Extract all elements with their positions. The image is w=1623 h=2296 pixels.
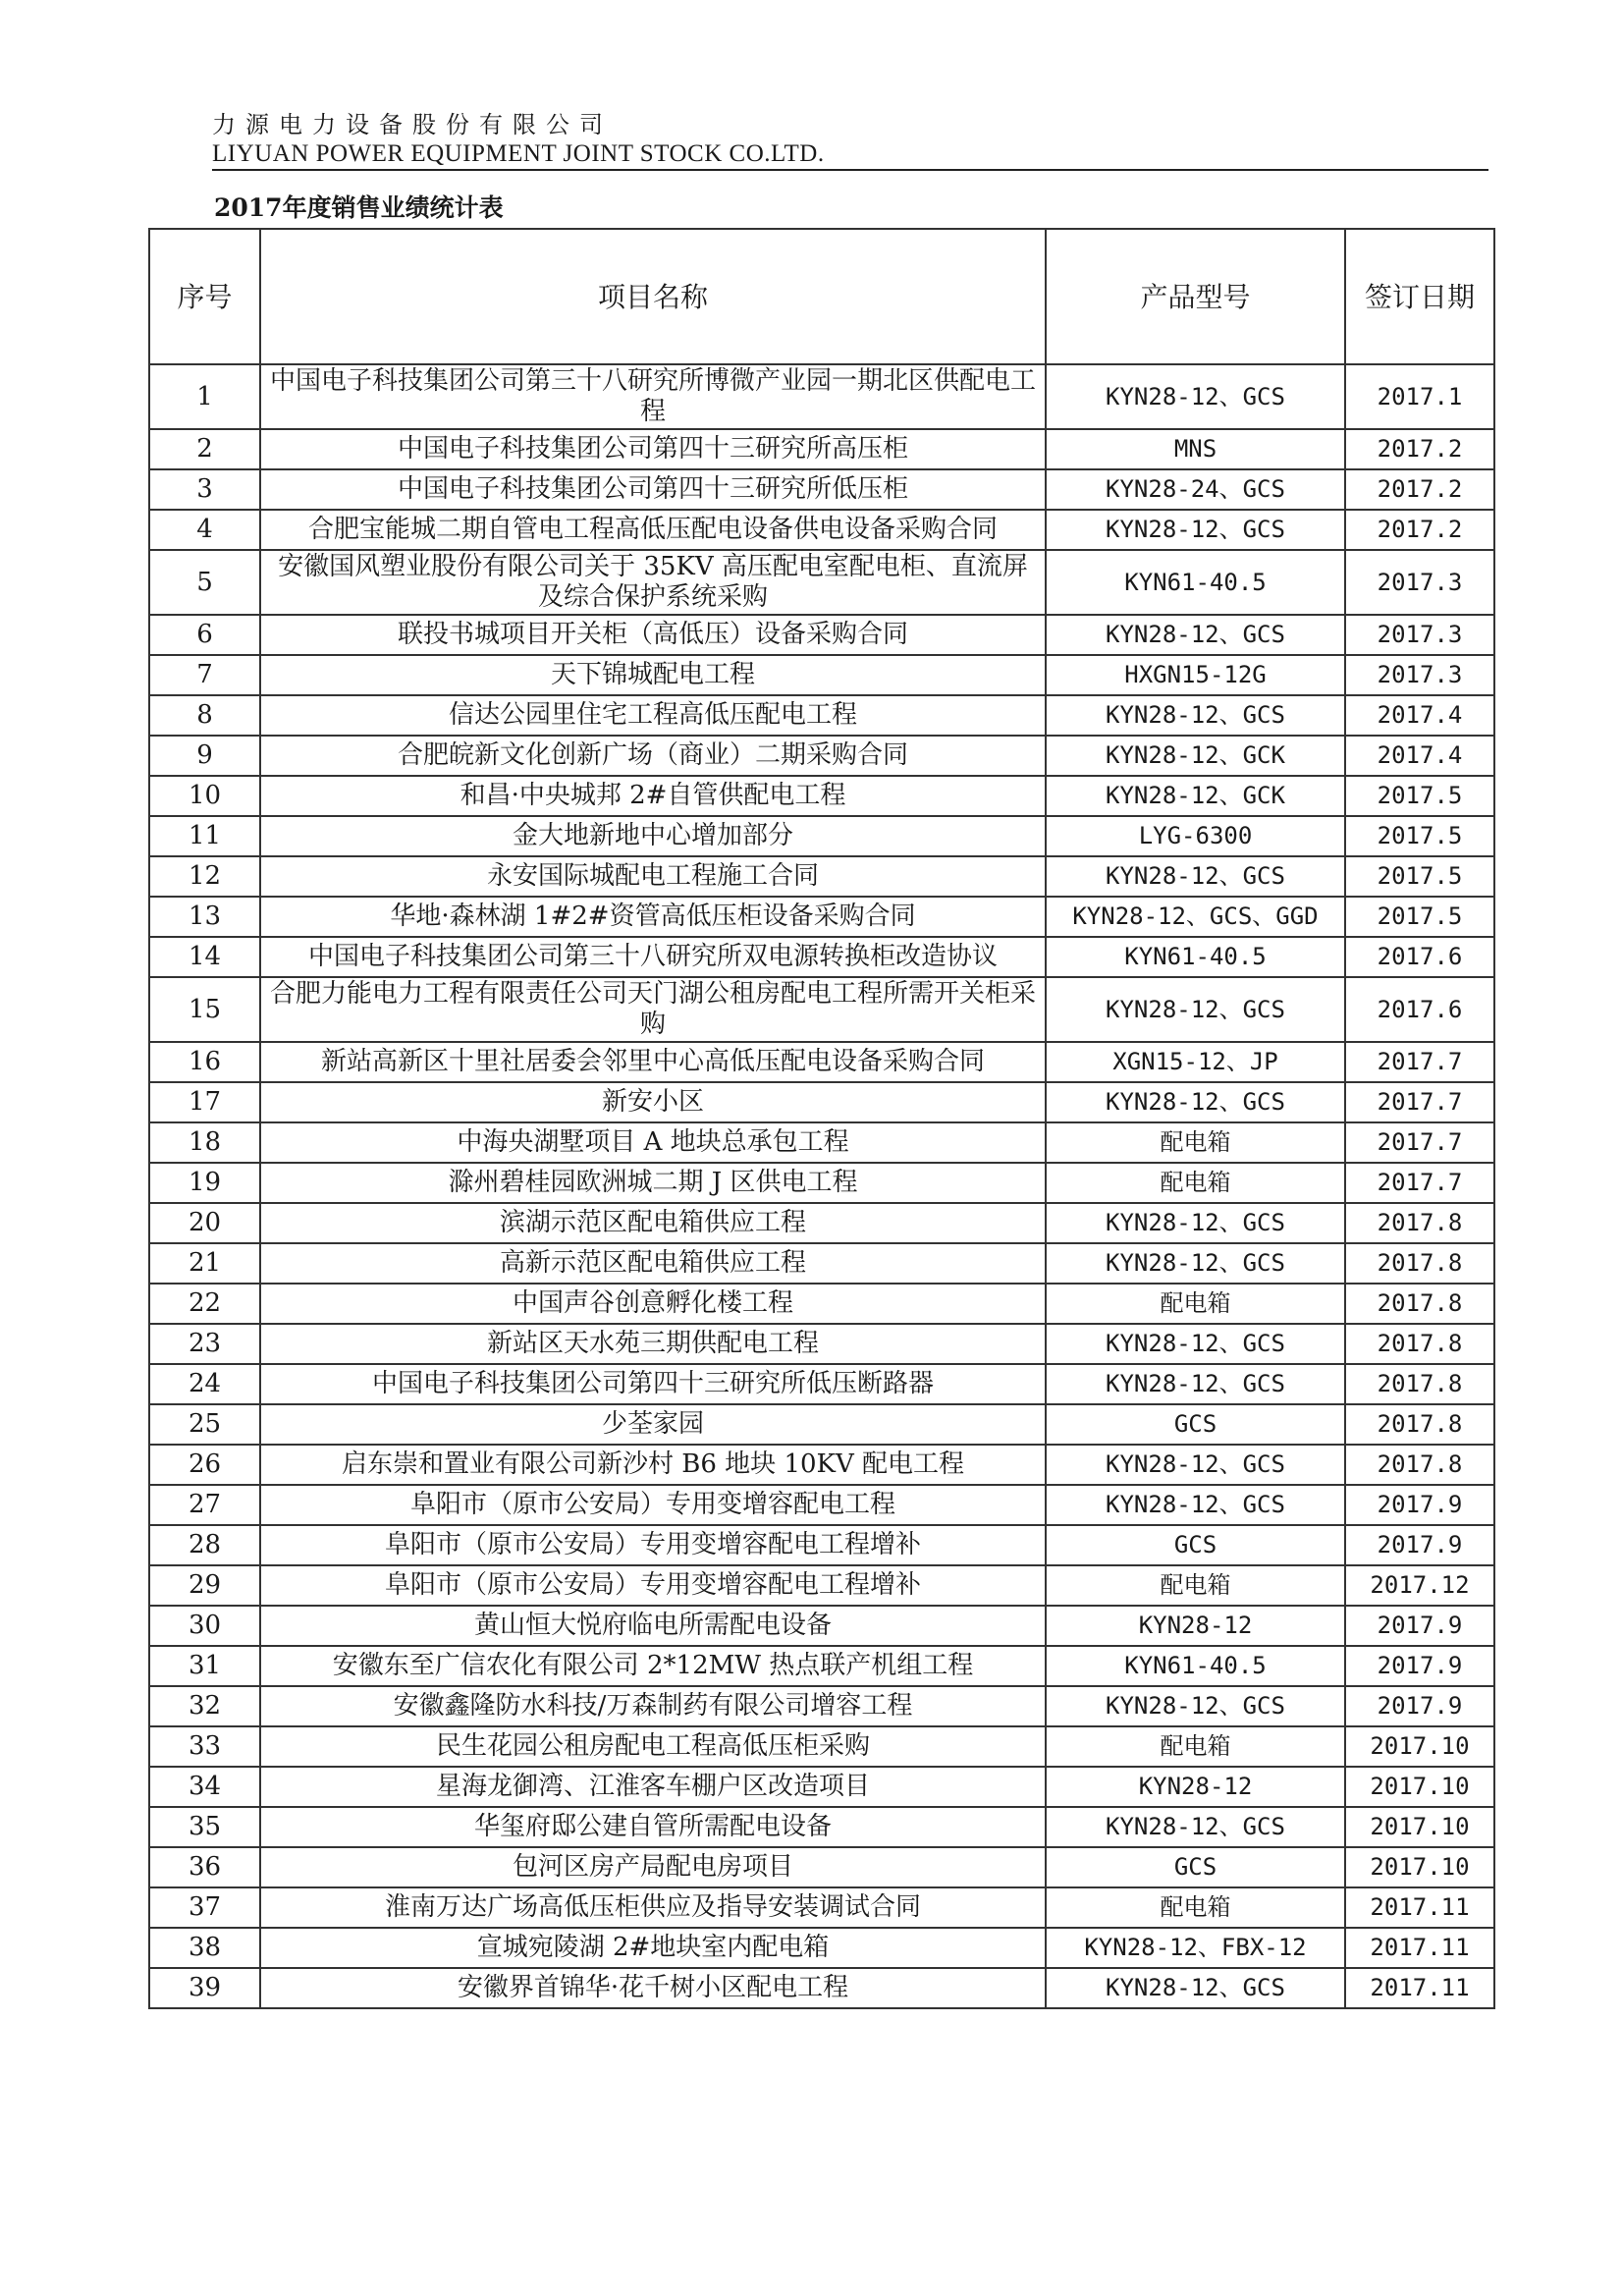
cell-date: 2017.11 (1345, 1928, 1494, 1968)
table-row (149, 1887, 1494, 1928)
cell-model: KYN28-12、GCK (1046, 736, 1345, 776)
cell-model: KYN28-12、GCS (1046, 1485, 1345, 1525)
cell-date: 2017.9 (1345, 1485, 1494, 1525)
cell-model: 配电箱 (1046, 1284, 1345, 1324)
cell-project-name: 启东崇和置业有限公司新沙村 B6 地块 10KV 配电工程 (260, 1445, 1046, 1485)
letterhead (212, 110, 1488, 169)
cell-project-name: 新站区天水苑三期供配电工程 (260, 1324, 1046, 1364)
cell-model: KYN28-12 (1046, 1606, 1345, 1646)
table-row (149, 736, 1494, 776)
cell-model: KYN61-40.5 (1046, 550, 1345, 615)
cell-date: 2017.8 (1345, 1404, 1494, 1445)
cell-no: 37 (149, 1887, 260, 1928)
cell-date: 2017.2 (1345, 469, 1494, 510)
cell-no: 5 (149, 550, 260, 615)
cell-model: KYN28-12、GCS (1046, 1082, 1345, 1122)
cell-project-name: 阜阳市（原市公安局）专用变增容配电工程 (260, 1485, 1046, 1525)
cell-project-name: 中国电子科技集团公司第三十八研究所双电源转换柜改造协议 (260, 937, 1046, 977)
table-header-row (149, 229, 1494, 364)
cell-model: KYN61-40.5 (1046, 1646, 1345, 1686)
cell-no: 33 (149, 1726, 260, 1767)
cell-no: 17 (149, 1082, 260, 1122)
cell-date: 2017.3 (1345, 655, 1494, 695)
cell-project-name: 少荃家园 (260, 1404, 1046, 1445)
cell-project-name: 中国电子科技集团公司第四十三研究所低压柜 (260, 469, 1046, 510)
cell-model: KYN28-12 (1046, 1767, 1345, 1807)
table-row (149, 1404, 1494, 1445)
cell-model: 配电箱 (1046, 1565, 1345, 1606)
cell-date: 2017.3 (1345, 615, 1494, 655)
table-row (149, 1445, 1494, 1485)
cell-model: KYN28-12、GCS (1046, 1686, 1345, 1726)
company-name-cn: 力源电力设备股份有限公司 (212, 111, 613, 138)
cell-date: 2017.2 (1345, 510, 1494, 550)
cell-model: KYN28-12、GCS (1046, 364, 1345, 429)
cell-date: 2017.5 (1345, 776, 1494, 816)
cell-model: 配电箱 (1046, 1122, 1345, 1163)
table-row (149, 1485, 1494, 1525)
cell-date: 2017.8 (1345, 1324, 1494, 1364)
cell-no: 11 (149, 816, 260, 856)
table-row (149, 1565, 1494, 1606)
cell-model: XGN15-12、JP (1046, 1042, 1345, 1082)
table-row (149, 1686, 1494, 1726)
cell-project-name: 新站高新区十里社居委会邻里中心高低压配电设备采购合同 (260, 1042, 1046, 1082)
cell-model: KYN28-12、GCS (1046, 1807, 1345, 1847)
column-header-name: 项目名称 (260, 229, 1046, 364)
cell-date: 2017.9 (1345, 1606, 1494, 1646)
cell-project-name: 中海央湖墅项目 A 地块总承包工程 (260, 1122, 1046, 1163)
cell-no: 28 (149, 1525, 260, 1565)
cell-date: 2017.11 (1345, 1968, 1494, 2008)
cell-date: 2017.5 (1345, 856, 1494, 897)
cell-project-name: 民生花园公租房配电工程高低压柜采购 (260, 1726, 1046, 1767)
cell-project-name: 阜阳市（原市公安局）专用变增容配电工程增补 (260, 1565, 1046, 1606)
cell-date: 2017.4 (1345, 736, 1494, 776)
cell-no: 34 (149, 1767, 260, 1807)
cell-model: KYN28-12、GCS (1046, 1324, 1345, 1364)
cell-model: MNS (1046, 429, 1345, 469)
cell-date: 2017.7 (1345, 1042, 1494, 1082)
column-header-no: 序号 (149, 229, 260, 364)
table-row (149, 1767, 1494, 1807)
cell-date: 2017.7 (1345, 1122, 1494, 1163)
cell-no: 18 (149, 1122, 260, 1163)
cell-no: 3 (149, 469, 260, 510)
cell-date: 2017.9 (1345, 1686, 1494, 1726)
cell-model: KYN28-12、GCS (1046, 1968, 1345, 2008)
table-row (149, 1807, 1494, 1847)
cell-project-name: 滁州碧桂园欧洲城二期 J 区供电工程 (260, 1163, 1046, 1203)
table-row (149, 364, 1494, 429)
cell-no: 1 (149, 364, 260, 429)
table-row (149, 1042, 1494, 1082)
cell-model: 配电箱 (1046, 1726, 1345, 1767)
cell-model: KYN28-12、GCK (1046, 776, 1345, 816)
cell-date: 2017.1 (1345, 364, 1494, 429)
cell-date: 2017.12 (1345, 1565, 1494, 1606)
cell-no: 39 (149, 1968, 260, 2008)
cell-no: 19 (149, 1163, 260, 1203)
table-row (149, 1968, 1494, 2008)
table-row (149, 816, 1494, 856)
cell-date: 2017.6 (1345, 977, 1494, 1042)
cell-project-name: 阜阳市（原市公安局）专用变增容配电工程增补 (260, 1525, 1046, 1565)
table-row (149, 937, 1494, 977)
cell-date: 2017.5 (1345, 897, 1494, 937)
cell-model: KYN28-12、GCS (1046, 977, 1345, 1042)
table-row (149, 1203, 1494, 1243)
cell-no: 27 (149, 1485, 260, 1525)
cell-project-name: 合肥宝能城二期自管电工程高低压配电设备供电设备采购合同 (260, 510, 1046, 550)
cell-date: 2017.3 (1345, 550, 1494, 615)
cell-date: 2017.9 (1345, 1646, 1494, 1686)
cell-project-name: 合肥力能电力工程有限责任公司天门湖公租房配电工程所需开关柜采购 (260, 977, 1046, 1042)
cell-date: 2017.8 (1345, 1364, 1494, 1404)
table-row (149, 469, 1494, 510)
cell-no: 8 (149, 695, 260, 736)
cell-model: KYN28-12、GCS (1046, 1445, 1345, 1485)
table-row (149, 615, 1494, 655)
cell-project-name: 黄山恒大悦府临电所需配电设备 (260, 1606, 1046, 1646)
cell-project-name: 淮南万达广场高低压柜供应及指导安装调试合同 (260, 1887, 1046, 1928)
cell-project-name: 安徽东至广信农化有限公司 2*12MW 热点联产机组工程 (260, 1646, 1046, 1686)
cell-date: 2017.9 (1345, 1525, 1494, 1565)
table-row (149, 1364, 1494, 1404)
cell-no: 22 (149, 1284, 260, 1324)
table-row (149, 776, 1494, 816)
table-row (149, 1928, 1494, 1968)
table-row (149, 695, 1494, 736)
cell-date: 2017.2 (1345, 429, 1494, 469)
cell-model: KYN28-12、GCS (1046, 1243, 1345, 1284)
cell-model: 配电箱 (1046, 1163, 1345, 1203)
cell-project-name: 新安小区 (260, 1082, 1046, 1122)
cell-model: KYN28-12、FBX-12 (1046, 1928, 1345, 1968)
cell-no: 16 (149, 1042, 260, 1082)
cell-date: 2017.8 (1345, 1243, 1494, 1284)
cell-project-name: 华玺府邸公建自管所需配电设备 (260, 1807, 1046, 1847)
cell-model: LYG-6300 (1046, 816, 1345, 856)
cell-model: KYN28-24、GCS (1046, 469, 1345, 510)
cell-no: 24 (149, 1364, 260, 1404)
column-header-date: 签订日期 (1345, 229, 1494, 364)
cell-no: 35 (149, 1807, 260, 1847)
cell-date: 2017.11 (1345, 1887, 1494, 1928)
cell-date: 2017.6 (1345, 937, 1494, 977)
cell-project-name: 安徽界首锦华·花千树小区配电工程 (260, 1968, 1046, 2008)
cell-date: 2017.10 (1345, 1726, 1494, 1767)
table-row (149, 1082, 1494, 1122)
cell-project-name: 和昌·中央城邦 2#自管供配电工程 (260, 776, 1046, 816)
cell-project-name: 中国声谷创意孵化楼工程 (260, 1284, 1046, 1324)
letterhead-divider (212, 169, 1488, 171)
cell-date: 2017.4 (1345, 695, 1494, 736)
cell-model: KYN28-12、GCS (1046, 1203, 1345, 1243)
cell-no: 38 (149, 1928, 260, 1968)
cell-no: 36 (149, 1847, 260, 1887)
cell-date: 2017.7 (1345, 1082, 1494, 1122)
cell-no: 21 (149, 1243, 260, 1284)
cell-no: 12 (149, 856, 260, 897)
table-row (149, 1243, 1494, 1284)
cell-date: 2017.8 (1345, 1203, 1494, 1243)
cell-date: 2017.10 (1345, 1847, 1494, 1887)
cell-no: 31 (149, 1646, 260, 1686)
cell-date: 2017.7 (1345, 1163, 1494, 1203)
table-row (149, 897, 1494, 937)
table-row (149, 1163, 1494, 1203)
cell-no: 26 (149, 1445, 260, 1485)
cell-no: 30 (149, 1606, 260, 1646)
cell-no: 10 (149, 776, 260, 816)
cell-model: KYN28-12、GCS (1046, 1364, 1345, 1404)
cell-model: 配电箱 (1046, 1887, 1345, 1928)
table-row (149, 550, 1494, 615)
cell-model: KYN28-12、GCS (1046, 510, 1345, 550)
table-row (149, 1324, 1494, 1364)
cell-no: 14 (149, 937, 260, 977)
cell-model: KYN28-12、GCS (1046, 856, 1345, 897)
table-row (149, 1284, 1494, 1324)
cell-no: 20 (149, 1203, 260, 1243)
cell-no: 32 (149, 1686, 260, 1726)
cell-no: 2 (149, 429, 260, 469)
sales-table (148, 228, 1495, 2009)
cell-no: 9 (149, 736, 260, 776)
cell-no: 15 (149, 977, 260, 1042)
company-name-en: LIYUAN POWER EQUIPMENT JOINT STOCK CO.LTD. (212, 140, 825, 167)
cell-date: 2017.8 (1345, 1445, 1494, 1485)
cell-model: GCS (1046, 1525, 1345, 1565)
cell-model: GCS (1046, 1847, 1345, 1887)
cell-project-name: 中国电子科技集团公司第三十八研究所博微产业园一期北区供配电工程 (260, 364, 1046, 429)
cell-project-name: 安徽国风塑业股份有限公司关于 35KV 高压配电室配电柜、直流屏及综合保护系统采购 (260, 550, 1046, 615)
column-header-model: 产品型号 (1046, 229, 1345, 364)
table-body (149, 364, 1494, 2008)
document-title: 2017年度销售业绩统计表 (214, 193, 504, 222)
cell-no: 25 (149, 1404, 260, 1445)
cell-date: 2017.5 (1345, 816, 1494, 856)
cell-model: GCS (1046, 1404, 1345, 1445)
cell-model: KYN28-12、GCS、GGD (1046, 897, 1345, 937)
table-row (149, 429, 1494, 469)
cell-no: 23 (149, 1324, 260, 1364)
cell-no: 7 (149, 655, 260, 695)
cell-project-name: 星海龙御湾、江淮客车棚户区改造项目 (260, 1767, 1046, 1807)
cell-project-name: 中国电子科技集团公司第四十三研究所低压断路器 (260, 1364, 1046, 1404)
table-row (149, 1726, 1494, 1767)
cell-project-name: 合肥皖新文化创新广场（商业）二期采购合同 (260, 736, 1046, 776)
table-row (149, 1122, 1494, 1163)
table-row (149, 1525, 1494, 1565)
cell-project-name: 天下锦城配电工程 (260, 655, 1046, 695)
cell-model: KYN28-12、GCS (1046, 695, 1345, 736)
cell-project-name: 安徽鑫隆防水科技/万森制药有限公司增容工程 (260, 1686, 1046, 1726)
cell-no: 6 (149, 615, 260, 655)
cell-no: 4 (149, 510, 260, 550)
cell-no: 13 (149, 897, 260, 937)
cell-project-name: 金大地新地中心增加部分 (260, 816, 1046, 856)
table-row (149, 1847, 1494, 1887)
table-row (149, 977, 1494, 1042)
cell-date: 2017.8 (1345, 1284, 1494, 1324)
table-row (149, 1646, 1494, 1686)
cell-project-name: 永安国际城配电工程施工合同 (260, 856, 1046, 897)
cell-project-name: 宣城宛陵湖 2#地块室内配电箱 (260, 1928, 1046, 1968)
cell-project-name: 华地·森林湖 1#2#资管高低压柜设备采购合同 (260, 897, 1046, 937)
cell-date: 2017.10 (1345, 1767, 1494, 1807)
table-row (149, 510, 1494, 550)
cell-project-name: 信达公园里住宅工程高低压配电工程 (260, 695, 1046, 736)
table-row (149, 655, 1494, 695)
cell-project-name: 滨湖示范区配电箱供应工程 (260, 1203, 1046, 1243)
table-row (149, 1606, 1494, 1646)
cell-project-name: 包河区房产局配电房项目 (260, 1847, 1046, 1887)
cell-project-name: 高新示范区配电箱供应工程 (260, 1243, 1046, 1284)
cell-model: KYN61-40.5 (1046, 937, 1345, 977)
cell-model: HXGN15-12G (1046, 655, 1345, 695)
table-row (149, 856, 1494, 897)
cell-date: 2017.10 (1345, 1807, 1494, 1847)
cell-no: 29 (149, 1565, 260, 1606)
cell-model: KYN28-12、GCS (1046, 615, 1345, 655)
cell-project-name: 中国电子科技集团公司第四十三研究所高压柜 (260, 429, 1046, 469)
cell-project-name: 联投书城项目开关柜（高低压）设备采购合同 (260, 615, 1046, 655)
